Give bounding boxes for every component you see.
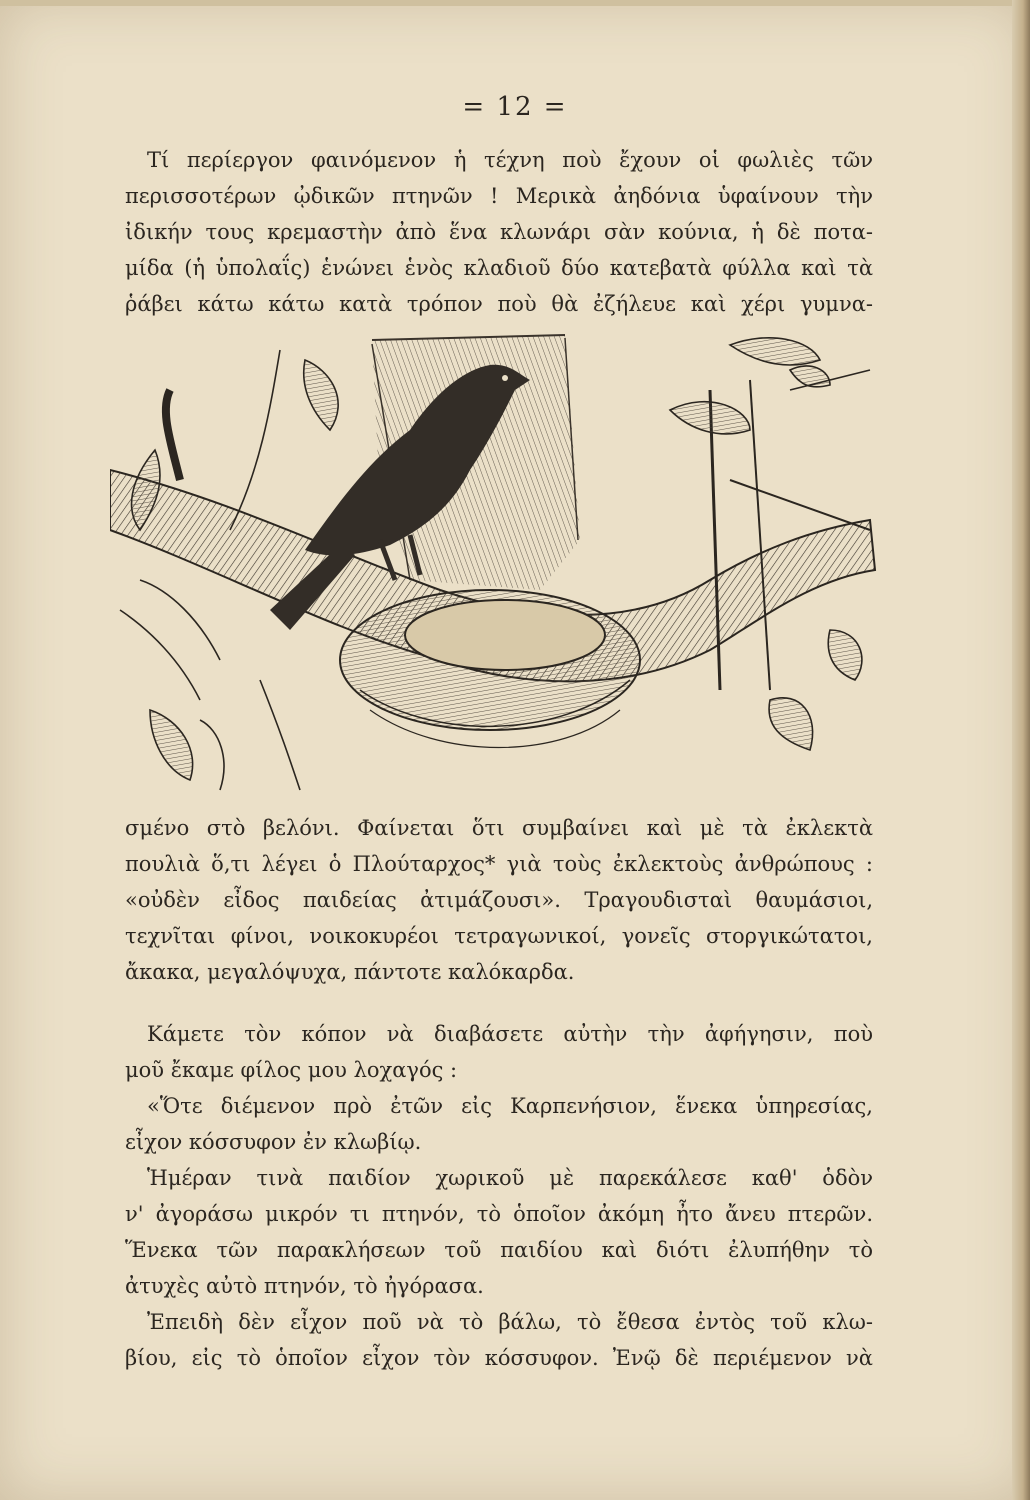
text-line: «οὐδὲν εἶδος παιδείας ἀτιμάζουσι». Τραγουδισταὶ θαυμάσιοι, — [125, 888, 873, 912]
text-line: ἰδικήν τους κρεμαστὴν ἀπὸ ἕνα κλωνάρι σὰν κούνια, ἡ δὲ ποτα- — [125, 220, 873, 244]
text-line: Ἕνεκα τῶν παρακλήσεων τοῦ παιδίου καὶ διότι ἐλυπήθην τὸ — [125, 1238, 873, 1262]
text-line: ἄκακα, μεγαλόψυχα, πάντοτε καλόκαρδα. — [125, 960, 575, 984]
page-number: = 12 = — [462, 92, 568, 122]
paragraph-intro — [125, 142, 873, 322]
text-line: Κάμετε τὸν κόπον νὰ διαβάσετε αὐτὴν τὴν ἀφήγησιν, ποὺ — [147, 1022, 873, 1046]
bird-nest-engraving — [110, 330, 880, 800]
text-line: σμένο στὸ βελόνι. Φαίνεται ὅτι συμβαίνει καὶ μὲ τὰ ἐκλεκτὰ — [125, 816, 873, 840]
text-line: μίδα (ἡ ὑπολαΐς) ἑνώνει ἑνὸς κλαδιοῦ δύο κατεβατὰ φύλλα καὶ τὰ — [125, 256, 873, 280]
nest — [340, 590, 640, 748]
text-line: πουλιὰ ὅ,τι λέγει ὁ Πλούταρχος* γιὰ τοὺς ἐκλεκτοὺς ἀνθρώπους : — [125, 852, 873, 876]
paragraph-narrative — [125, 1016, 873, 1376]
text-line: ῥάβει κάτω κάτω κατὰ τρόπον ποὺ θὰ ἐζήλευε καὶ χέρι γυμνα- — [125, 292, 873, 316]
page-binding-edge — [1012, 0, 1030, 1500]
text-line: τεχνῖται φίνοι, νοικοκυρέοι τετραγωνικοί, γονεῖς στοργικώτατοι, — [125, 924, 873, 948]
text-line: εἶχον κόσσυφον ἐν κλωβίῳ. — [125, 1130, 422, 1154]
text-line: «Ὅτε διέμενον πρὸ ἐτῶν εἰς Καρπενήσιον, ἕνεκα ὑπηρεσίας, — [147, 1094, 873, 1118]
text-line: περισσοτέρων ᾠδικῶν πτηνῶν ! Μερικὰ ἀηδόνια ὑφαίνουν τὴν — [125, 184, 873, 208]
page-top-edge — [0, 0, 1030, 6]
text-line: μοῦ ἔκαμε φίλος μου λοχαγός : — [125, 1058, 458, 1082]
text-line: ἀτυχὲς αὐτὸ πτηνόν, τὸ ἠγόρασα. — [125, 1274, 484, 1298]
text-line: Τί περίεργον φαινόμενον ἡ τέχνη ποὺ ἔχουν οἱ φωλιὲς τῶν — [147, 148, 873, 172]
paragraph-continuation — [125, 810, 873, 990]
text-line: Ἐπειδὴ δὲν εἶχον ποῦ νὰ τὸ βάλω, τὸ ἔθεσα ἐντὸς τοῦ κλω- — [147, 1310, 873, 1334]
text-line: ν' ἀγοράσω μικρόν τι πτηνόν, τὸ ὁποῖον ἀκόμη ἦτο ἄνευ πτερῶν. — [125, 1202, 873, 1226]
text-line: Ἡμέραν τινὰ παιδίον χωρικοῦ μὲ παρεκάλεσε καθ' ὁδὸν — [147, 1166, 873, 1190]
text-line: βίου, εἰς τὸ ὁποῖον εἶχον τὸν κόσσυφον. Ἐνῷ δὲ περιέμενον νὰ — [125, 1346, 873, 1370]
